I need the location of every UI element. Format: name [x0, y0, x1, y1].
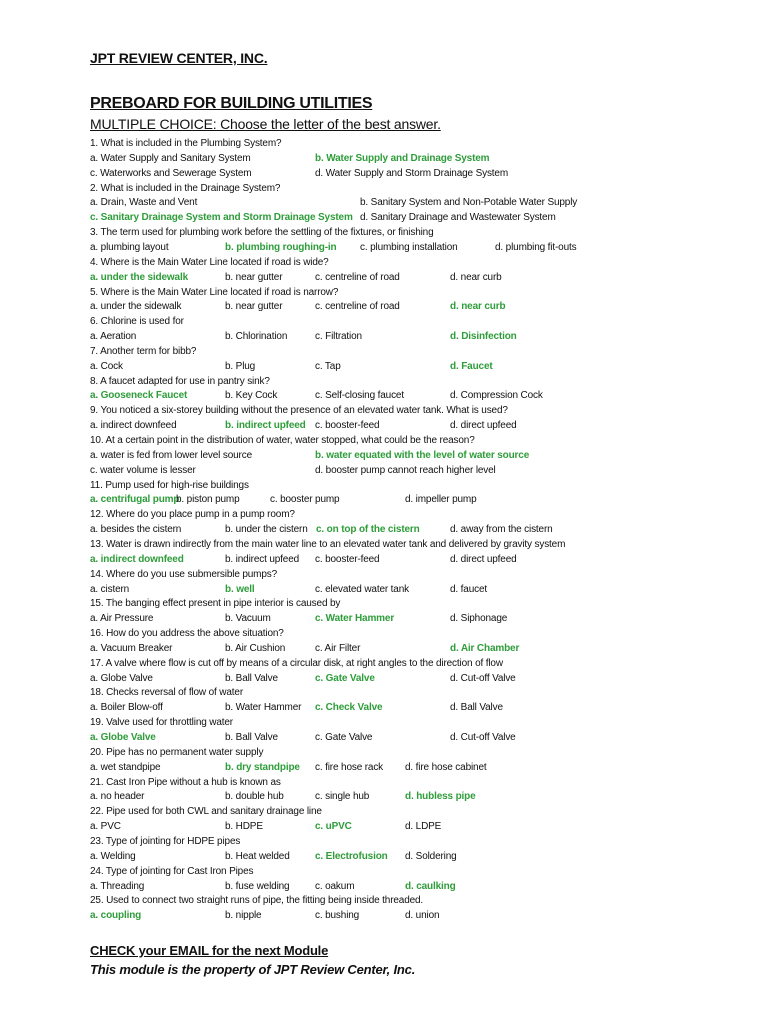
question-line	[90, 745, 750, 760]
answer-choice: c. Air Filter	[315, 642, 361, 654]
choices-line	[90, 151, 750, 166]
answer-choice: a. no header	[90, 791, 145, 803]
answer-choice: a. Air Pressure	[90, 613, 154, 625]
answer-choice: b. indirect upfeed	[225, 553, 300, 565]
choices-line	[90, 641, 750, 656]
correct-answer-choice: c. uPVC	[315, 821, 352, 833]
answer-choice: b. Chlorination	[225, 331, 288, 343]
question-text: 22. Pipe used for both CWL and sanitary drainage line	[90, 806, 322, 818]
answer-choice: c. plumbing installation	[360, 241, 458, 253]
choices-line	[90, 240, 750, 255]
question-line	[90, 181, 750, 196]
answer-choice: c. elevated water tank	[315, 583, 409, 595]
answer-choice: d. direct upfeed	[450, 553, 517, 565]
choices-line	[90, 819, 750, 834]
question-line	[90, 626, 750, 641]
question-line	[90, 537, 750, 552]
answer-choice: b. near gutter	[225, 301, 283, 313]
answer-choice: d. Soldering	[405, 850, 457, 862]
answer-choice: d. impeller pump	[405, 494, 477, 506]
answer-choice: a. Drain, Waste and Vent	[90, 197, 198, 209]
question-text: 2. What is included in the Drainage System?	[90, 182, 281, 194]
question-text: 10. At a certain point in the distribution of water, water stopped, what could be the reason?	[90, 435, 475, 446]
answer-choice: a. plumbing layout	[90, 241, 169, 253]
answer-choice: b. piston pump	[176, 494, 240, 506]
footer-check-email: CHECK your EMAIL for the next Module	[90, 943, 329, 958]
answer-choice: b. Water Hammer	[225, 702, 302, 714]
answer-choice: b. Air Cushion	[225, 642, 286, 654]
answer-choice: b. Heat welded	[225, 850, 290, 862]
answer-choice: b. HDPE	[225, 821, 263, 833]
answer-choice: d. union	[405, 910, 440, 922]
choices-line	[90, 908, 750, 923]
answer-choice: a. Vacuum Breaker	[90, 642, 173, 654]
question-line	[90, 715, 750, 730]
question-text: 7. Another term for bibb?	[90, 345, 197, 357]
question-line	[90, 478, 750, 493]
answer-choice: d. Ball Valve	[450, 702, 503, 714]
answer-choice: b. under the cistern	[225, 524, 308, 536]
answer-choice: c. Tap	[315, 360, 341, 372]
correct-answer-choice: d. Faucet	[450, 360, 493, 372]
correct-answer-choice: c. Sanitary Drainage System and Storm Drainage System	[90, 212, 353, 224]
choices-line	[90, 418, 750, 433]
choices-line	[90, 329, 750, 344]
question-line	[90, 567, 750, 582]
answer-choice: c. booster-feed	[315, 553, 380, 565]
question-line	[90, 775, 750, 790]
choices-line	[90, 789, 750, 804]
answer-choice: d. Sanitary Drainage and Wastewater System	[360, 212, 556, 224]
answer-choice: a. besides the cistern	[90, 524, 182, 536]
answer-choice: c. Waterworks and Sewerage System	[90, 167, 252, 179]
answer-choice: c. single hub	[315, 791, 370, 803]
correct-answer-choice: a. coupling	[90, 910, 142, 922]
question-text: 6. Chlorine is used for	[90, 316, 184, 328]
answer-choice: a. cistern	[90, 583, 130, 595]
footer-property-notice: This module is the property of JPT Review Center, Inc.	[90, 962, 416, 977]
document-header: JPT REVIEW CENTER, INC.	[90, 50, 268, 66]
choices-line	[90, 582, 750, 597]
answer-choice: a. Cock	[90, 360, 123, 372]
answer-choice: c. Gate Valve	[315, 732, 373, 743]
correct-answer-choice: d. near curb	[450, 301, 506, 313]
question-line	[90, 433, 750, 448]
answer-choice: a. indirect downfeed	[90, 420, 177, 432]
answer-choice: b. Plug	[225, 360, 256, 372]
answer-choice: d. Siphonage	[450, 613, 508, 625]
choices-line	[90, 359, 750, 374]
answer-choice: a. Boiler Blow-off	[90, 702, 163, 714]
question-line	[90, 864, 750, 879]
correct-answer-choice: a. under the sidewalk	[90, 271, 188, 283]
choices-line	[90, 849, 750, 864]
correct-answer-choice: b. water equated with the level of water source	[315, 449, 530, 461]
choices-line	[90, 760, 750, 775]
correct-answer-choice: c. on top of the cistern	[316, 524, 420, 536]
correct-answer-choice: a. indirect downfeed	[90, 553, 184, 565]
answer-choice: b. Key Cock	[225, 390, 278, 402]
question-line	[90, 834, 750, 849]
choices-line	[90, 552, 750, 567]
answer-choice: a. Welding	[90, 850, 136, 862]
question-line	[90, 596, 750, 611]
correct-answer-choice: b. indirect upfeed	[225, 420, 306, 432]
question-text: 11. Pump used for high-rise buildings	[90, 479, 249, 491]
answer-choice: b. fuse welding	[225, 880, 290, 892]
exam-title: PREBOARD FOR BUILDING UTILITIES	[90, 95, 373, 112]
answer-choice: b. nipple	[225, 910, 262, 922]
correct-answer-choice: a. Gooseneck Faucet	[90, 390, 188, 402]
question-line	[90, 255, 750, 270]
answer-choice: d. Cut-off Valve	[450, 732, 516, 743]
correct-answer-choice: d. hubless pipe	[405, 791, 476, 803]
answer-choice: d. Compression Cock	[450, 390, 543, 402]
answer-choice: a. water is fed from lower level source	[90, 449, 252, 461]
answer-choice: a. Aeration	[90, 331, 137, 343]
correct-answer-choice: d. Air Chamber	[450, 642, 520, 654]
question-text: 14. Where do you use submersible pumps?	[90, 568, 278, 580]
question-line	[90, 685, 750, 700]
question-text: 3. The term used for plumbing work before the settling of the fixtures, or finishing	[90, 227, 434, 239]
question-line	[90, 656, 750, 671]
question-text: 20. Pipe has no permanent water supply	[90, 746, 264, 758]
answer-choice: b. Ball Valve	[225, 732, 278, 743]
question-text: 19. Valve used for throttling water	[90, 717, 233, 729]
answer-choice: a. wet standpipe	[90, 761, 161, 773]
correct-answer-choice: c. Water Hammer	[315, 613, 395, 625]
answer-choice: d. LDPE	[405, 821, 442, 833]
answer-choice: b. Vacuum	[225, 613, 271, 625]
question-line	[90, 344, 750, 359]
correct-answer-choice: b. plumbing roughing-in	[225, 241, 337, 253]
question-line	[90, 285, 750, 300]
question-line	[90, 374, 750, 389]
answer-choice: b. Sanitary System and Non-Potable Water Supply	[360, 197, 578, 209]
answer-choice: a. Globe Valve	[90, 672, 153, 684]
answer-choice: c. booster-feed	[315, 420, 380, 432]
answer-choice: a. PVC	[90, 821, 121, 833]
question-line	[90, 136, 750, 151]
correct-answer-choice: a. Globe Valve	[90, 732, 156, 743]
correct-answer-choice: c. Check Valve	[315, 702, 383, 714]
question-text: 8. A faucet adapted for use in pantry sink?	[90, 375, 270, 387]
question-text: 4. Where is the Main Water Line located if road is wide?	[90, 256, 329, 268]
question-text: 23. Type of jointing for HDPE pipes	[90, 835, 241, 847]
answer-choice: c. fire hose rack	[315, 761, 384, 773]
question-line	[90, 893, 750, 908]
instructions: MULTIPLE CHOICE: Choose the letter of the best answer.	[90, 116, 441, 132]
question-line	[90, 225, 750, 240]
answer-choice: d. away from the cistern	[450, 524, 553, 536]
answer-choice: d. plumbing fit-outs	[495, 241, 577, 253]
choices-line	[90, 522, 750, 537]
answer-choice: b. double hub	[225, 791, 284, 803]
choices-line	[90, 299, 750, 314]
answer-choice: d. Cut-off Valve	[450, 672, 516, 684]
answer-choice: a. under the sidewalk	[90, 301, 182, 313]
question-line	[90, 314, 750, 329]
answer-choice: c. oakum	[315, 880, 355, 892]
answer-choice: d. fire hose cabinet	[405, 761, 487, 773]
question-text: 25. Used to connect two straight runs of pipe, the fitting being inside threaded.	[90, 895, 424, 907]
answer-choice: d. direct upfeed	[450, 420, 517, 432]
answer-choice: d. faucet	[450, 583, 488, 595]
choices-line	[90, 492, 750, 507]
correct-answer-choice: b. well	[225, 583, 255, 595]
answer-choice: a. Threading	[90, 880, 145, 892]
correct-answer-choice: d. Disinfection	[450, 331, 517, 343]
correct-answer-choice: c. Gate Valve	[315, 672, 375, 684]
question-text: 24. Type of jointing for Cast Iron Pipes	[90, 865, 254, 877]
question-text: 13. Water is drawn indirectly from the main water line to an elevated water tank and delivered by gravity system	[90, 538, 566, 550]
question-text: 21. Cast Iron Pipe without a hub is known as	[90, 776, 281, 788]
answer-choice: a. Water Supply and Sanitary System	[90, 152, 251, 164]
answer-choice: c. centreline of road	[315, 301, 400, 313]
choices-line	[90, 210, 750, 225]
correct-answer-choice: d. caulking	[405, 880, 456, 892]
question-line	[90, 804, 750, 819]
correct-answer-choice: b. dry standpipe	[225, 761, 300, 773]
question-text: 1. What is included in the Plumbing System?	[90, 138, 282, 149]
choices-line	[90, 448, 750, 463]
answer-choice: c. Filtration	[315, 331, 362, 343]
choices-line	[90, 671, 750, 686]
choices-line	[90, 611, 750, 626]
choices-line	[90, 388, 750, 403]
question-text: 12. Where do you place pump in a pump room?	[90, 509, 295, 521]
answer-choice: d. near curb	[450, 271, 502, 283]
answer-choice: c. booster pump	[270, 494, 340, 506]
answer-choice: b. near gutter	[225, 271, 283, 283]
choices-line	[90, 166, 750, 181]
answer-choice: b. Ball Valve	[225, 672, 278, 684]
question-text: 15. The banging effect present in pipe interior is caused by	[90, 598, 341, 610]
question-line	[90, 507, 750, 522]
question-text: 17. A valve where flow is cut off by means of a circular disk, at right angles to the direction of flow	[90, 657, 503, 669]
choices-line	[90, 195, 750, 210]
choices-line	[90, 700, 750, 715]
choices-line	[90, 879, 750, 894]
question-text: 5. Where is the Main Water Line located if road is narrow?	[90, 286, 339, 298]
choices-line	[90, 270, 750, 285]
answer-choice: c. centreline of road	[315, 271, 400, 283]
answer-choice: d. Water Supply and Storm Drainage System	[315, 167, 509, 179]
question-line	[90, 403, 750, 418]
answer-choice: c. Self-closing faucet	[315, 390, 404, 402]
answer-choice: c. bushing	[315, 910, 360, 922]
question-text: 18. Checks reversal of flow of water	[90, 687, 243, 699]
answer-choice: c. water volume is lesser	[90, 464, 196, 476]
question-text: 16. How do you address the above situation?	[90, 628, 284, 640]
correct-answer-choice: b. Water Supply and Drainage System	[315, 152, 490, 164]
choices-line	[90, 463, 750, 478]
correct-answer-choice: c. Electrofusion	[315, 850, 388, 862]
choices-line	[90, 730, 750, 745]
correct-answer-choice: a. centrifugal pump	[90, 494, 180, 506]
answer-choice: d. booster pump cannot reach higher level	[315, 464, 496, 476]
question-text: 9. You noticed a six-storey building without the presence of an elevated water tank. What is used?	[90, 405, 508, 417]
